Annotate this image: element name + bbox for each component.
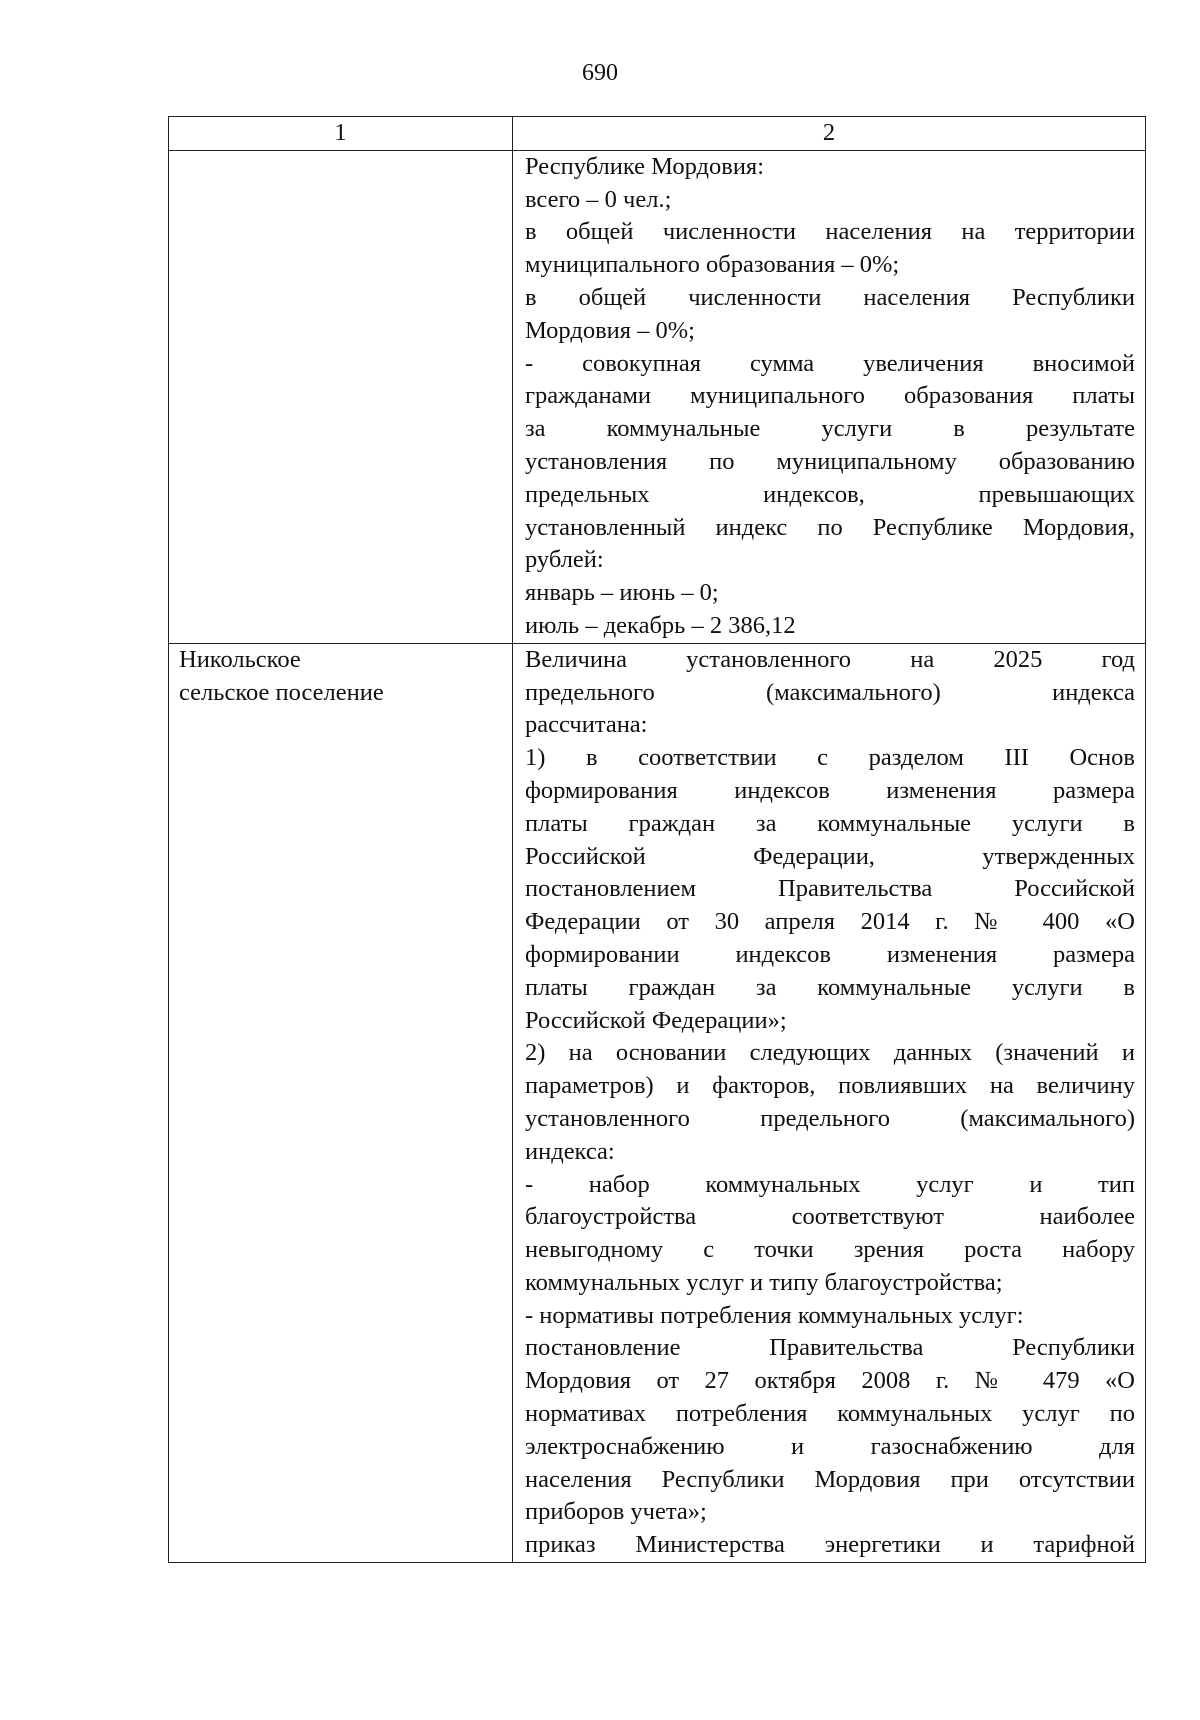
text-line: параметров) и факторов, повлиявших на величину	[525, 1072, 1135, 1100]
text-line: невыгодному с точки зрения роста набору	[525, 1236, 1135, 1264]
text-line: индекса:	[525, 1137, 615, 1165]
municipality-name-line: Никольское	[179, 645, 301, 673]
table-row	[169, 150, 1146, 643]
text-line: постановлением Правительства Российской	[525, 875, 1135, 903]
text-line: муниципального образования – 0%;	[525, 251, 900, 279]
text-line: июль – декабрь – 2 386,12	[525, 611, 796, 639]
text-line: - набор коммунальных услуг и тип	[525, 1170, 1135, 1198]
text-line: Мордовия от 27 октября 2008 г. № 479 «О	[525, 1367, 1135, 1395]
text-line: приказ Министерства энергетики и тарифной	[525, 1531, 1135, 1559]
text-line: Российской Федерации»;	[525, 1006, 787, 1034]
row1-municipality-cell	[169, 150, 513, 643]
text-line: предельного (максимального) индекса	[525, 678, 1135, 706]
table-header-row	[169, 117, 1146, 151]
text-line: в общей численности населения на территории	[525, 218, 1135, 246]
page-number: 690	[582, 60, 618, 86]
text-line: установленный индекс по Республике Мордовия,	[525, 513, 1135, 541]
text-line: рублей:	[525, 546, 604, 574]
text-line: коммунальных услуг и типу благоустройства;	[525, 1268, 1003, 1296]
text-line: за коммунальные услуги в результате	[525, 415, 1135, 443]
text-line: рассчитана:	[525, 711, 648, 739]
text-line: 2) на основании следующих данных (значений и	[525, 1039, 1135, 1067]
text-line: платы граждан за коммунальные услуги в	[525, 973, 1135, 1001]
text-line: Федерации от 30 апреля 2014 г. № 400 «О	[525, 908, 1135, 936]
text-line: установления по муниципальному образованию	[525, 447, 1135, 475]
text-line: платы граждан за коммунальные услуги в	[525, 809, 1135, 837]
row2-municipality-cell	[169, 643, 513, 1562]
table-row	[169, 643, 1146, 1562]
text-line: установленного предельного (максимального)	[525, 1104, 1135, 1132]
text-line: приборов учета»;	[525, 1498, 707, 1526]
municipality-name-line: сельское поселение	[179, 678, 384, 706]
text-line: нормативах потребления коммунальных услуг по	[525, 1400, 1135, 1428]
column-header-2: 2	[513, 117, 1146, 151]
text-line: формирования индексов изменения размера	[525, 776, 1135, 804]
text-line: в общей численности населения Республики	[525, 283, 1135, 311]
document-table	[168, 116, 1146, 1563]
text-line: гражданами муниципального образования платы	[525, 382, 1135, 410]
column-header-1: 1	[169, 117, 513, 151]
text-line: Мордовия – 0%;	[525, 316, 695, 344]
text-line: предельных индексов, превышающих	[525, 480, 1135, 508]
row2-description-cell	[513, 643, 1146, 1562]
text-line: - совокупная сумма увеличения вносимой	[525, 349, 1135, 377]
text-line: постановление Правительства Республики	[525, 1334, 1135, 1362]
text-line: благоустройства соответствуют наиболее	[525, 1203, 1135, 1231]
text-line: населения Республики Мордовия при отсутствии	[525, 1465, 1135, 1493]
text-line: всего – 0 чел.;	[525, 185, 672, 213]
text-line: 1) в соответствии с разделом III Основ	[525, 744, 1135, 772]
text-line: электроснабжению и газоснабжению для	[525, 1432, 1135, 1460]
row1-description-cell	[513, 150, 1146, 643]
text-line: Российской Федерации, утвержденных	[525, 842, 1135, 870]
text-line: Республике Мордовия:	[525, 152, 765, 180]
text-line: - нормативы потребления коммунальных услуг:	[525, 1301, 1024, 1329]
text-line: формировании индексов изменения размера	[525, 940, 1135, 968]
text-line: Величина установленного на 2025 год	[525, 645, 1135, 673]
text-line: январь – июнь – 0;	[525, 579, 719, 607]
